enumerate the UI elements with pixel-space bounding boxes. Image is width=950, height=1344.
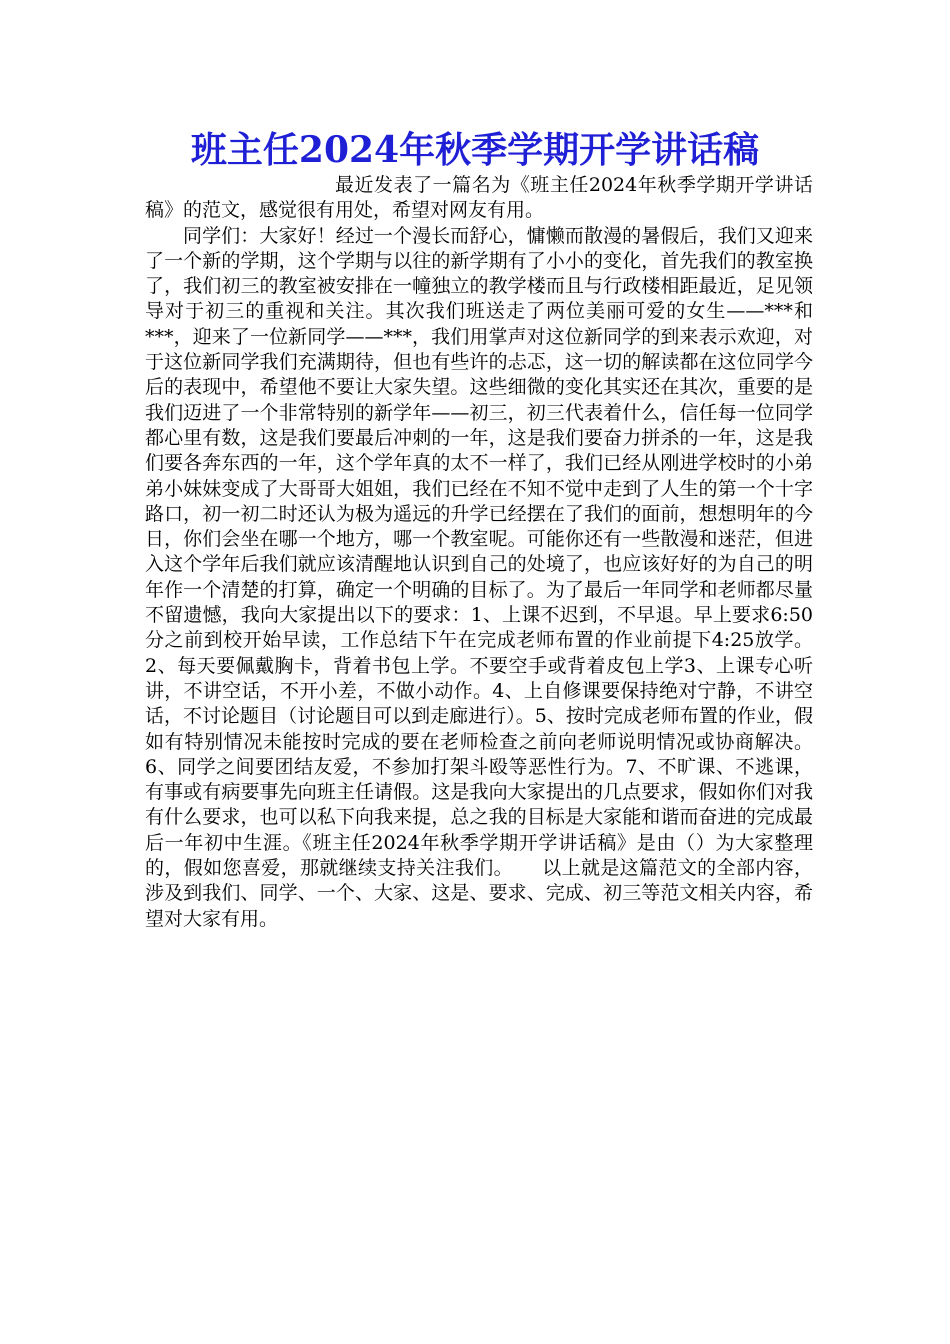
document-title: 班主任2024年秋季学期开学讲话稿 [190, 129, 760, 171]
intro-paragraph: 最近发表了一篇名为《班主任2024年秋季学期开学讲话稿》的范文，感觉很有用处，希望对网友有用。 [145, 174, 813, 222]
main-paragraph: 同学们：大家好！经过一个漫长而舒心，慵懒而散漫的暑假后，我们又迎来了一个新的学期，这个学期与以往的新学期有了小小的变化，首先我们的教室换了，我们初三的教室被安排在一幢独立的教学楼而且与行政楼相距最近，足见领导对于初三的重视和关注。其次我们班送走了两位美丽可爱的女生——***和***，迎来了一位新同学——***，我们用掌声对这位新同学的到来表示欢迎，对于这位新同学我们充满期待，但也有些许的忐忑，这一切的解读都在这位同学今后的表现中，希望他不要让大家失望。这些细微的变化其实还在其次，重要的是我们迈进了一个非常特别的新学年——初三，初三代表着什么，信任每一位同学都心里有数，这是我们要最后冲刺的一年，这是我们要奋力拼杀的一年，这是我们要各奔东西的一年，这个学年真的太不一样了，我们已经从刚进学校时的小弟弟小妹妹变成了大哥哥大姐姐，我们已经在不知不觉中走到了人生的第一个十字路口，初一初二时还认为极为遥远的升学已经摆在了我们的面前，想想明年的今日，你们会坐在哪一个地方，哪一个教室呢。可能你还有一些散漫和迷茫，但进入这个学年后我们就应该清醒地认识到自己的处境了，也应该好好的为自己的明年作一个清楚的打算，确定一个明确的目标了。为了最后一年同学和老师都尽量不留遗憾，我向大家提出以下的要求：1、上课不迟到，不早退。早上要求6:50分之前到校开始早读，工作总结下午在完成老师布置的作业前提下4:25放学。2、每天要佩戴胸卡，背着书包上学。不要空手或背着皮包上学3、上课专心听讲，不讲空话，不开小差，不做小动作。4、上自修课要保持绝对宁静，不讲空话，不讨论题目（讨论题目可以到走廊进行）。5、按时完成老师布置的作业，假如有特别情况未能按时完成的要在老师检查之前向老师说明情况或协商解决。6、同学之间要团结友爱，不参加打架斗殴等恶性行为。7、不旷课、不逃课，有事或有病要事先向班主任请假。这是我向大家提出的几点要求，假如你们对我有什么要求，也可以私下向我来提，总之我的目标是大家能和谐而奋进的完成最后一年初中生涯。《班主任2024年秋季学期开学讲话稿》是由（）为大家整理的，假如您喜爱，那就继续支持关注我们。 以上就是这篇范文的全部内容，涉及到我们、同学、一个、大家、这是、要求、完成、初三等范文相关内容，希望对大家有用。 [145, 224, 813, 930]
document-body [145, 173, 813, 932]
